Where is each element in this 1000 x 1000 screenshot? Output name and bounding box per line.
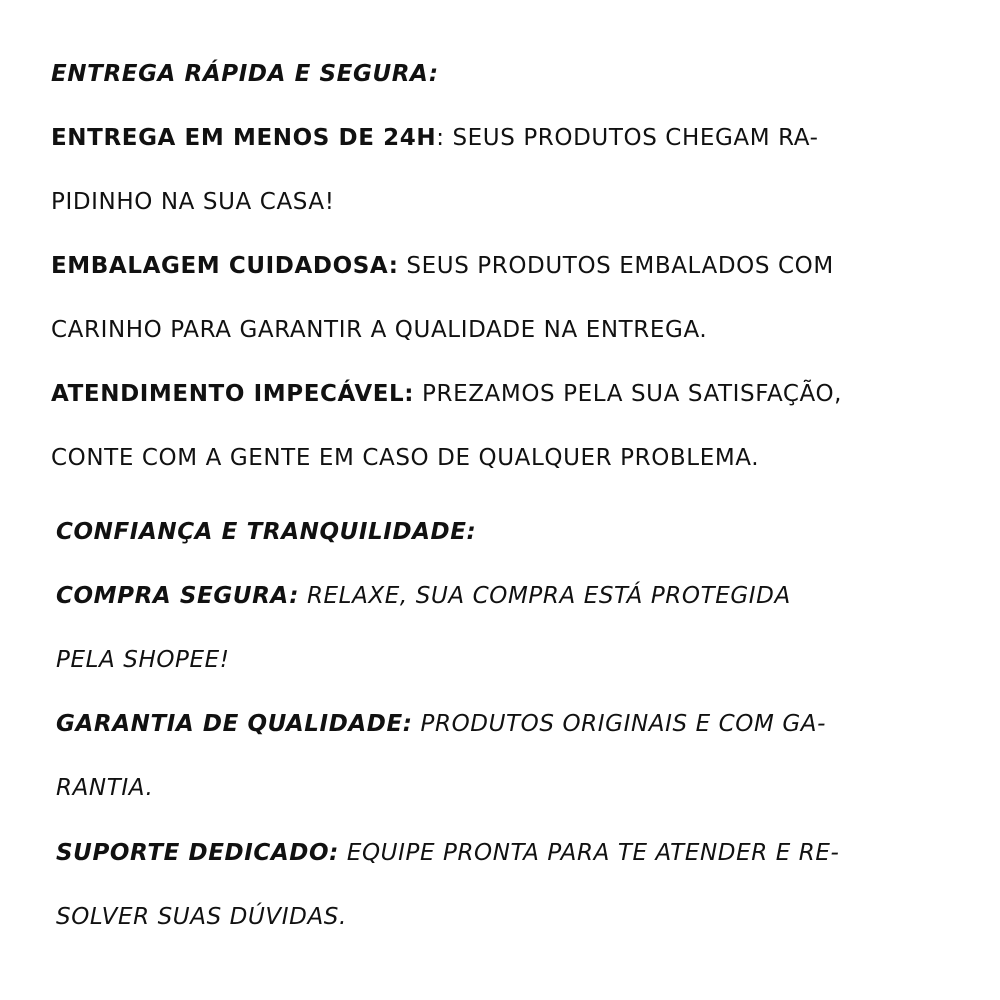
item-entrega-24h-line2: PIDINHO NA SUA CASA! — [51, 189, 335, 215]
section-heading-entrega: ENTREGA RÁPIDA E SEGURA: — [51, 61, 439, 87]
item-embalagem-line2: CARINHO PARA GARANTIR A QUALIDADE NA ENTREGA. — [51, 317, 708, 343]
item-suporte-line2: SOLVER SUAS DÚVIDAS. — [56, 904, 347, 930]
item-compra-segura-line1 — [56, 581, 791, 611]
item-suporte-line1 — [56, 838, 839, 868]
item-label: GARANTIA DE QUALIDADE: — [56, 711, 413, 737]
item-text: PRODUTOS ORIGINAIS E COM GA- — [412, 711, 827, 737]
item-label: ATENDIMENTO IMPECÁVEL: — [51, 381, 415, 407]
item-text: : SEUS PRODUTOS CHEGAM RA- — [436, 125, 819, 151]
item-garantia-line1 — [56, 709, 826, 739]
item-atendimento-line2: CONTE COM A GENTE EM CASO DE QUALQUER PROBLEMA. — [51, 445, 760, 471]
item-label: ENTREGA EM MENOS DE 24H — [51, 125, 437, 151]
item-text: PREZAMOS PELA SUA SATISFAÇÃO, — [414, 381, 843, 407]
item-label: COMPRA SEGURA: — [56, 583, 300, 609]
section-heading-confianca: CONFIANÇA E TRANQUILIDADE: — [56, 519, 477, 545]
item-embalagem-line1 — [51, 251, 834, 281]
item-garantia-line2: RANTIA. — [56, 775, 154, 801]
item-text: RELAXE, SUA COMPRA ESTÁ PROTEGIDA — [299, 583, 791, 609]
item-text: EQUIPE PRONTA PARA TE ATENDER E RE- — [338, 840, 840, 866]
item-text: SEUS PRODUTOS EMBALADOS COM — [398, 253, 834, 279]
item-label: SUPORTE DEDICADO: — [56, 840, 339, 866]
item-compra-segura-line2: PELA SHOPEE! — [56, 647, 230, 673]
item-atendimento-line1 — [51, 379, 842, 409]
item-entrega-24h-line1 — [51, 123, 818, 153]
item-label: EMBALAGEM CUIDADOSA: — [51, 253, 399, 279]
